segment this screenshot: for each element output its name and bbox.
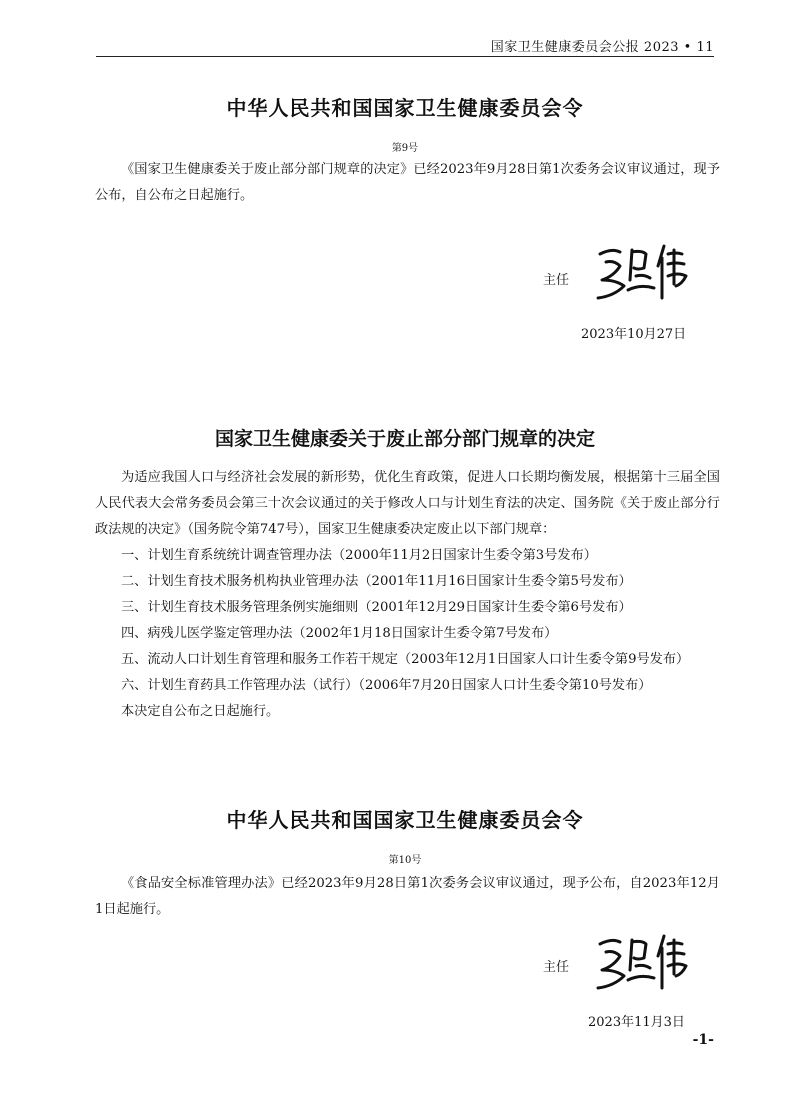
order-date-1: 2023年10月27日 bbox=[581, 327, 687, 342]
list-item: 二、计划生育技术服务机构执业管理办法（2001年11月16日国家计生委令第5号发布） bbox=[121, 574, 632, 589]
order-number-2: 第10号 bbox=[388, 855, 422, 866]
header-rule bbox=[96, 56, 714, 57]
order-title-2: 中华人民共和国国家卫生健康委员会令 bbox=[226, 808, 584, 832]
list-item: 五、流动人口计划生育管理和服务工作若干规定（2003年12月1日国家人口计生委令第9号发布） bbox=[121, 652, 690, 667]
decision-intro: 为适应我国人口与经济社会发展的新形势，优化生育政策，促进人口长期均衡发展，根据第十三届全国人民代表大会常务委员会第三十次会议通过的关于修改人口与计划生育法的决定、国务院《关于废止部分行政法规的决定》（国务院令第747号），国家卫生健康委决定废止以下部门规章： bbox=[95, 470, 720, 537]
decision-list bbox=[95, 543, 720, 725]
page-number: -1- bbox=[692, 1032, 714, 1048]
page-header: 国家卫生健康委员会公报 2023 • 11 bbox=[490, 40, 714, 55]
decision-title: 国家卫生健康委关于废止部分部门规章的决定 bbox=[214, 428, 595, 450]
order-paragraph-2: 《食品安全标准管理办法》已经2023年9月28日第1次委务会议审议通过，现予公布，自2023年12月1日起施行。 bbox=[95, 876, 720, 917]
list-item: 本决定自公布之日起施行。 bbox=[121, 704, 280, 719]
list-item: 一、计划生育系统统计调查管理办法（2000年11月2日国家计生委令第3号发布） bbox=[121, 548, 597, 563]
order-date-2: 2023年11月3日 bbox=[588, 1015, 685, 1030]
list-item: 六、计划生育药具工作管理办法（试行）（2006年7月20日国家人口计生委令第10号发布） bbox=[121, 678, 652, 693]
order-paragraph-1: 《国家卫生健康委关于废止部分部门规章的决定》已经2023年9月28日第1次委务会议审议通过，现予公布，自公布之日起施行。 bbox=[95, 162, 720, 203]
director-label-2: 主任 bbox=[543, 960, 570, 975]
director-label-1: 主任 bbox=[543, 273, 570, 288]
list-item: 三、计划生育技术服务管理条例实施细则（2001年12月29日国家计生委令第6号发布） bbox=[121, 600, 632, 615]
director-signature-2 bbox=[590, 930, 690, 994]
order-title-1: 中华人民共和国国家卫生健康委员会令 bbox=[226, 96, 584, 120]
list-item: 四、病残儿医学鉴定管理办法（2002年1月18日国家计生委令第7号发布） bbox=[121, 626, 558, 641]
order-number-1: 第9号 bbox=[391, 143, 419, 154]
director-signature-1 bbox=[590, 240, 690, 304]
